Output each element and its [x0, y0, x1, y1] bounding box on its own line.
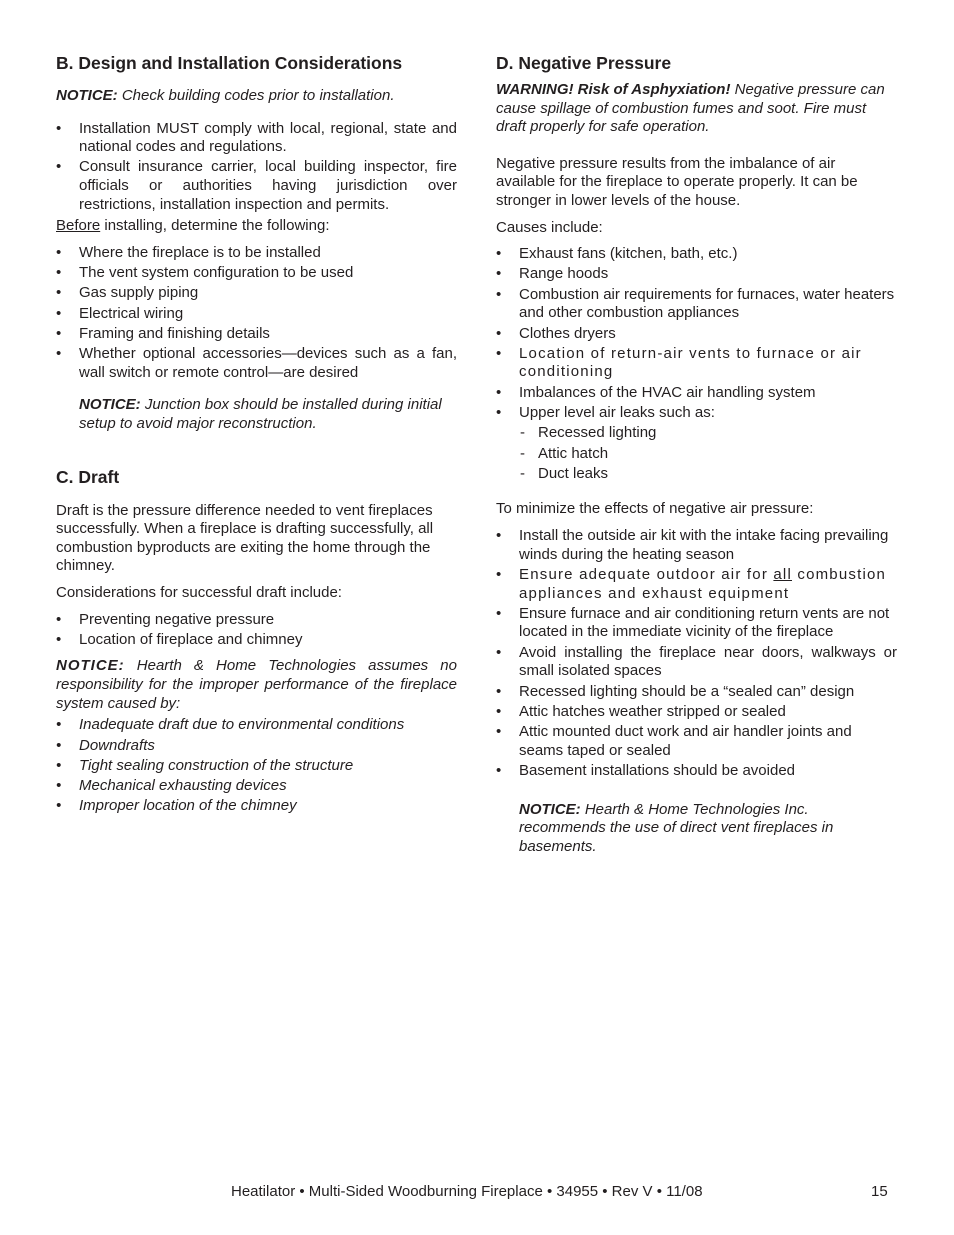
minimize-label: To minimize the effects of negative air pressure: [496, 500, 814, 518]
section-c-heading: C. Draft [56, 466, 120, 487]
responsibility-causes-list [56, 716, 457, 816]
building-codes-notice: NOTICE: Check building codes prior to installation. [56, 87, 395, 104]
list-item: • Combustion air requirements for furnaces, water heaters and other combustion appliances [496, 286, 897, 323]
list-item: • Electrical wiring [56, 305, 457, 324]
right-column [496, 52, 897, 856]
list-item: • Attic hatches weather stripped or sealed [496, 703, 897, 722]
list-item: • Tight sealing construction of the structure [56, 757, 457, 776]
list-item: • Ensure furnace and air conditioning return vents are not located in the immediate vicinity of the fireplace [496, 605, 897, 642]
list-item: • Downdrafts [56, 737, 457, 756]
negative-pressure-paragraph: Negative pressure results from the imbalance of air available for the fireplace to operate properly. It can be stronger in lower levels of the house. [496, 154, 858, 209]
air-leaks-list [496, 424, 897, 483]
draft-paragraph: Draft is the pressure difference needed to vent fireplaces successfully. When a fireplace is drafting successfully, all combustion byproducts are exiting the home through the chimney. [56, 501, 434, 575]
list-item: • Gas supply piping [56, 284, 457, 303]
list-item: • Location of return-air vents to furnace or air conditioning [496, 345, 897, 382]
causes-label: Causes include: [496, 218, 603, 236]
list-item: • Install the outside air kit with the intake facing prevailing winds during the heating season [496, 527, 897, 564]
list-item: • Attic mounted duct work and air handler joints and seams taped or sealed [496, 723, 897, 760]
list-item: • Location of fireplace and chimney [56, 631, 457, 650]
list-item: • Clothes dryers [496, 325, 897, 344]
considerations-text: Considerations for successful draft include: [56, 584, 342, 601]
list-item: • Basement installations should be avoided [496, 762, 897, 781]
minimize-list [496, 527, 897, 781]
list-item: • Framing and finishing details [56, 325, 457, 344]
footer-text: Heatilator • Multi-Sided Woodburning Fireplace • 34955 • Rev V • 11/08 [231, 1183, 703, 1200]
list-item: • Consult insurance carrier, local building inspector, fire officials or authorities having jurisdiction over restrictions, installation inspection and permits. [56, 158, 457, 214]
basement-notice: NOTICE: Hearth & Home Technologies Inc. recommends the use of direct vent fireplaces in basements. [519, 800, 834, 855]
list-item: • Exhaust fans (kitchen, bath, etc.) [496, 245, 897, 264]
responsibility-notice: NOTICE: Hearth & Home Technologies assumes no responsibility for the improper performance of the fireplace system caused by: [56, 657, 457, 712]
list-item: • Avoid installing the fireplace near doors, walkways or small isolated spaces [496, 644, 897, 681]
compliance-list [56, 120, 457, 215]
draft-considerations-list [56, 611, 457, 650]
list-item: • Recessed lighting should be a “sealed can” design [496, 683, 897, 702]
junction-box-notice: NOTICE: Junction box should be installed during initial setup to avoid major reconstruction. [79, 396, 442, 433]
before-installing-text: Before installing, determine the following: [56, 217, 330, 235]
list-item: - Attic hatch [519, 445, 897, 464]
list-item: • Mechanical exhausting devices [56, 777, 457, 796]
section-d-heading: D. Negative Pressure [496, 53, 672, 73]
determine-list [56, 244, 457, 383]
list-item: - Recessed lighting [519, 424, 897, 443]
left-column [56, 52, 457, 818]
list-item: • Upper level air leaks such as: [496, 404, 897, 423]
list-item: • The vent system configuration to be used [56, 264, 457, 283]
causes-list [496, 245, 897, 422]
section-b-heading: B. Design and Installation Considerations [56, 53, 403, 73]
page-number: 15 [871, 1183, 888, 1200]
list-item: • Ensure adequate outdoor air for all combustion appliances and exhaust equipment [496, 566, 897, 603]
list-item: - Duct leaks [519, 465, 897, 484]
list-item: • Range hoods [496, 265, 897, 284]
list-item: • Whether optional accessories—devices such as a fan, wall switch or remote control—are desired [56, 345, 457, 382]
list-item: • Installation MUST comply with local, regional, state and national codes and regulations. [56, 120, 457, 157]
asphyxiation-warning: WARNING! Risk of Asphyxiation! Negative pressure can cause spillage of combustion fumes and soot. Fire must draft properly for safe operation. [496, 81, 885, 136]
list-item: • Where the fireplace is to be installed [56, 244, 457, 263]
list-item: • Preventing negative pressure [56, 611, 457, 630]
list-item: • Inadequate draft due to environmental conditions [56, 716, 457, 735]
list-item: • Imbalances of the HVAC air handling system [496, 384, 897, 403]
list-item: • Improper location of the chimney [56, 797, 457, 816]
